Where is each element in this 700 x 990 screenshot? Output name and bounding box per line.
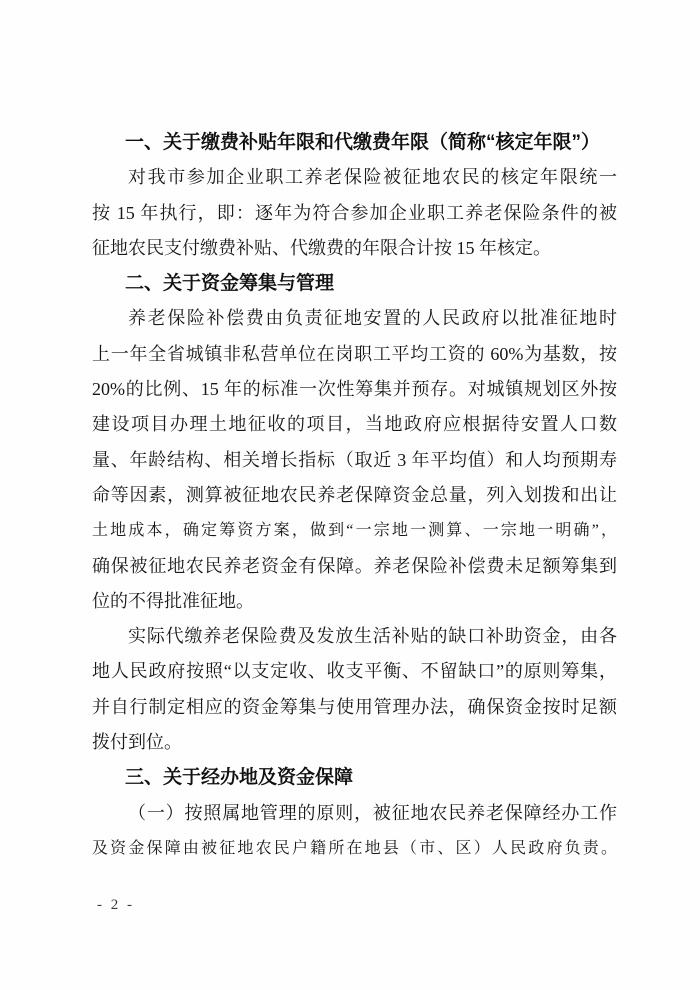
- section-3-heading: 三、关于经办地及资金保障: [125, 767, 354, 789]
- text-line: 实际代缴养老保险费及发放生活补贴的缺口补助资金，由各: [128, 626, 617, 647]
- text-line: 拨付到位。: [92, 732, 182, 753]
- text-line: 征地农民支付缴费补贴、代缴费的年限合计按 15 年核定。: [92, 237, 551, 258]
- section-2-heading: 二、关于资金筹集与管理: [125, 273, 335, 295]
- document-body: [92, 125, 617, 866]
- section-1-heading: 一、关于缴费补贴年限和代缴费年限（简称“核定年限”）: [125, 132, 601, 153]
- text-line: 位的不得批准征地。: [92, 590, 254, 611]
- text-line: 建设项目办理土地征收的项目，当地政府应根据待安置人口数: [92, 414, 617, 435]
- text-line: 养老保险补偿费由负责征地安置的人民政府以批准征地时: [128, 308, 617, 329]
- text-line: 20%的比例、15 年的标准一次性筹集并预存。对城镇规划区外按: [92, 379, 617, 400]
- text-line: 上一年全省城镇非私营单位在岗职工平均工资的 60%为基数，按: [92, 343, 617, 364]
- text-line: 及资金保障由被征地农民户籍所在地县（市、区）人民政府负责。: [92, 839, 617, 857]
- text-line: 按 15 年执行，即：逐年为符合参加企业职工养老保险条件的被: [92, 202, 617, 223]
- page-number: - 2 -: [97, 897, 135, 913]
- text-line: 命等因素，测算被征地农民养老保障资金总量，列入划拨和出让: [92, 484, 617, 505]
- text-line: 并自行制定相应的资金筹集与使用管理办法，确保资金按时足额: [92, 696, 617, 717]
- text-line: （一）按照属地管理的原则，被征地农民养老保障经办工作: [128, 802, 617, 823]
- text-line: 量、年龄结构、相关增长指标（取近 3 年平均值）和人均预期寿: [92, 449, 617, 470]
- text-line: 地人民政府按照“以支定收、收支平衡、不留缺口”的原则筹集，: [92, 661, 617, 682]
- text-line: 确保被征地农民养老资金有保障。养老保险补偿费未足额筹集到: [92, 555, 617, 576]
- text-line: 土地成本，确定筹资方案，做到“一宗地一测算、一宗地一明确”，: [92, 522, 617, 540]
- text-line: 对我市参加企业职工养老保险被征地农民的核定年限统一: [128, 167, 617, 188]
